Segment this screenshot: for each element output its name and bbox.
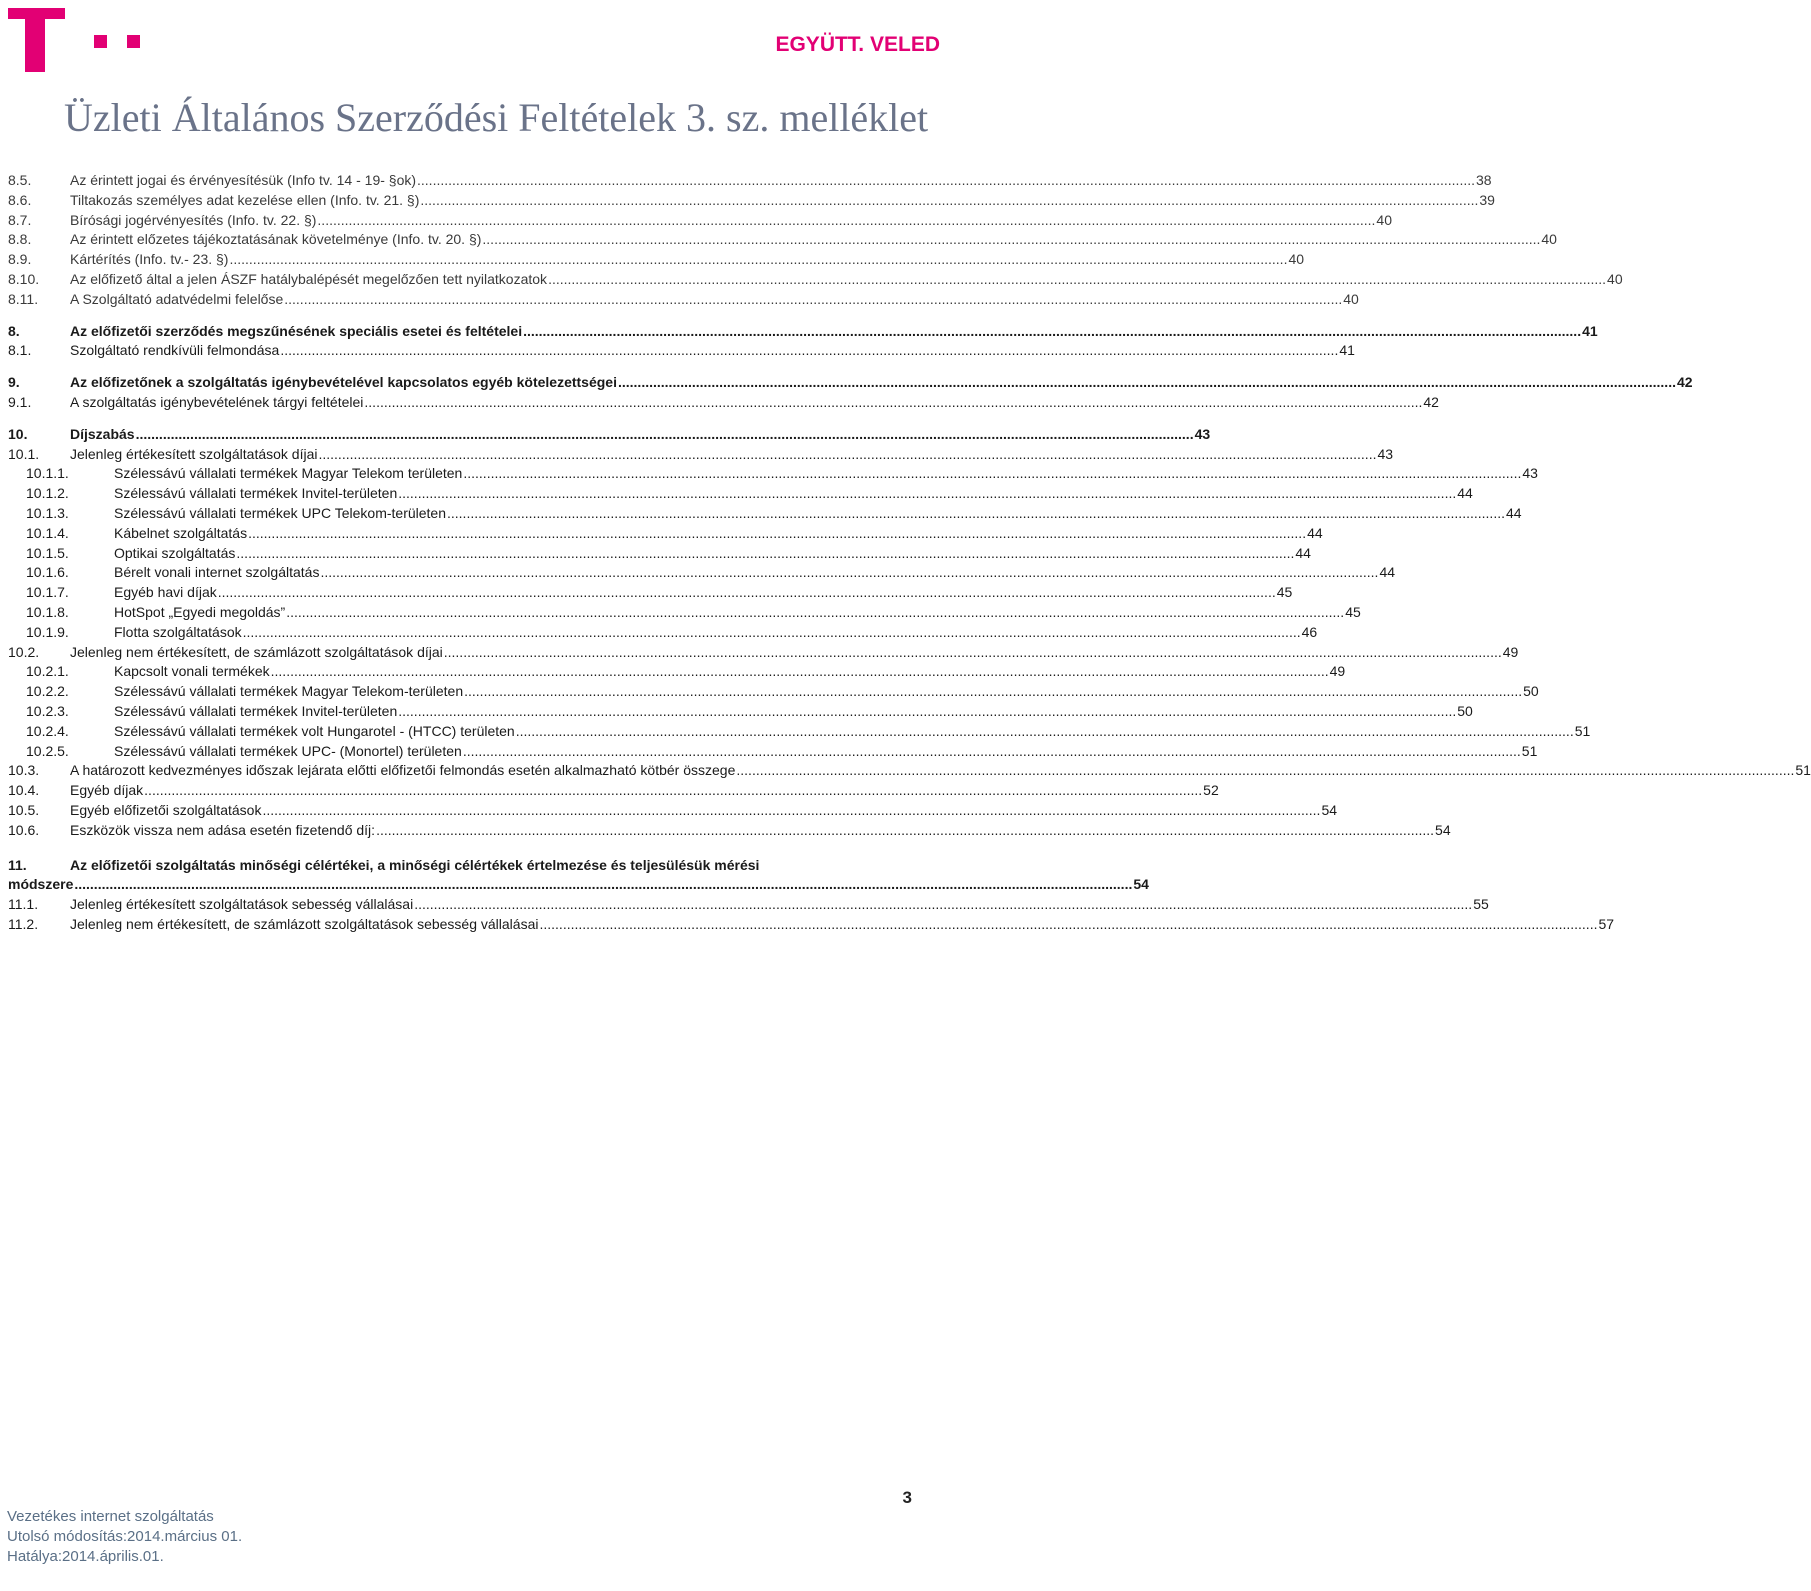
toc-page: 51 [1521,742,1538,759]
toc-label: Az érintett előzetes tájékoztatásának követelménye (Info. tv. 20. §) [70,231,482,248]
toc-entry[interactable] [8,544,1311,564]
toc-entry[interactable] [8,270,1623,290]
toc-label: Szélessávú vállalati termékek UPC- (Monortel) területen [114,742,462,759]
toc-leader-dots [516,722,1574,742]
toc-entry[interactable] [8,623,1318,643]
toc-number: 10.1.5. [26,544,69,561]
toc-leader-dots [417,171,1475,191]
toc-number: 8.6. [8,191,32,208]
toc-page: 51 [1574,722,1591,739]
toc-number: 10.4. [8,782,40,799]
toc-number: 10.2. [8,643,40,660]
toc-page: 54 [1133,876,1149,893]
toc-number: 10.1.2. [26,485,69,502]
toc-label: A Szolgáltató adatvédelmi felelőse [70,290,284,307]
toc-entry[interactable] [8,895,1489,915]
toc-entry[interactable] [8,821,1451,841]
toc-number: 8.9. [8,251,32,268]
toc-leader-dots [243,623,1301,643]
toc-page: 51 [1795,762,1811,779]
toc-label: Jelenleg értékesített szolgáltatások sebesség vállalásai [70,896,414,913]
toc-entry[interactable] [8,341,1355,361]
toc-tail-list [8,895,1615,935]
toc-number: 9. [8,374,20,391]
toc-label: Jelenleg értékesített szolgáltatások díjai [70,445,318,462]
toc-page: 44 [1295,544,1311,561]
footer [7,1507,242,1567]
toc-leader-dots [447,504,1505,524]
brand-tagline: EGYÜTT. VELED [775,33,940,56]
toc-label: Az előfizető által a jelen ÁSZF hatálybalépését megelőzően tett nyilatkozatok [70,270,548,287]
toc-leader-dots [464,682,1522,702]
footer-service: Vezetékes internet szolgáltatás [7,1508,214,1525]
toc-entry[interactable] [8,322,1598,342]
toc-page: 54 [1321,801,1338,818]
toc-leader-dots [74,875,1132,895]
toc-entry[interactable] [8,504,1522,524]
toc-entry[interactable] [8,643,1519,663]
toc-page: 39 [1479,191,1495,208]
toc-entry[interactable] [8,250,1305,270]
toc-label: Szolgáltató rendkívüli felmondása [70,342,280,359]
toc-number: 10.1.1. [26,465,69,482]
toc-page: 54 [1435,821,1451,838]
toc-label: Eszközök vissza nem adása esetén fizetendő díj: [70,821,376,838]
toc-number: 10.1.6. [26,564,69,581]
toc-leader-dots [414,895,1472,915]
toc-entry[interactable] [8,211,1392,231]
toc-page: 43 [1522,465,1538,482]
toc-label: Kábelnet szolgáltatás [114,524,248,541]
toc-entry[interactable] [8,742,1538,762]
toc-main-list [8,171,1811,841]
toc-leader-dots [398,484,1456,504]
toc-page: 40 [1607,270,1623,287]
document-title: Üzleti Általános Szerződési Feltételek 3. sz. melléklet [64,95,929,140]
toc-leader-dots [218,583,1276,603]
toc-label: Díjszabás [70,425,135,442]
toc-label: Szélessávú vállalati termékek Magyar Telekom területen [114,465,463,482]
toc-number: 10.1.9. [26,623,69,640]
toc-label: Egyéb havi díjak [114,584,217,601]
toc-number: 10.2.5. [26,742,69,759]
toc-leader-dots [420,191,1478,211]
footer-last-modified: Utolsó módosítás:2014.március 01. [7,1528,243,1545]
toc-page: 46 [1301,623,1318,640]
toc-entry[interactable] [8,761,1811,781]
toc-entry[interactable] [8,290,1359,310]
toc-page: 49 [1502,643,1519,660]
toc-label: Az előfizetőnek a szolgáltatás igénybevételével kapcsolatos egyéb kötelezettségei [70,374,617,391]
toc-label: Szélessávú vállalati termékek volt Hungarotel - (HTCC) területen [114,722,515,739]
toc-number: 9.1. [8,393,32,410]
toc-entry[interactable] [8,722,1591,742]
toc-entry[interactable] [8,191,1495,211]
toc-page: 55 [1473,896,1489,913]
toc-leader-dots [482,230,1540,250]
toc-entry[interactable] [8,373,1693,393]
toc-page: 44 [1457,485,1473,502]
toc-leader-dots [463,464,1521,484]
toc-number: 10.1.8. [26,603,69,620]
toc-label: HotSpot „Egyedi megoldás” [114,603,286,620]
telekom-logo [8,8,140,72]
logo-square-1 [94,35,107,48]
toc-label: Az érintett jogai és érvényesítésük (Info tv. 14 - 19- §ok) [70,172,417,188]
toc-entry[interactable] [8,464,1538,484]
toc-number: 8.11. [8,290,39,307]
toc-page: 44 [1307,524,1323,541]
toc-page: 43 [1377,445,1394,462]
toc-label: Tiltakozás személyes adat kezelése ellen (Info. tv. 21. §) [70,191,420,208]
toc-number: 10.1. [8,445,40,462]
toc-page: 50 [1523,683,1539,700]
logo-square-2 [127,35,140,48]
toc-leader-dots [736,761,1794,781]
toc-page: 40 [1541,231,1557,248]
toc-label: Az előfizetői szolgáltatás minőségi célértékei, a minőségi célértékek értelmezése és teljesülésük mérési [70,856,760,873]
toc-page: 38 [1476,172,1492,188]
toc-number: 11. [8,856,27,873]
toc-entry[interactable] [8,702,1473,722]
toc-label: Szélessávú vállalati termékek Invitel-területen [114,485,398,502]
toc-leader-dots [280,341,1338,361]
toc-leader-dots [271,662,1329,682]
toc-number: 10.1.7. [26,584,69,601]
toc-leader-dots [229,250,1287,270]
toc-number: 10.6. [8,821,40,838]
toc-entry[interactable] [8,801,1338,821]
toc-leader-dots [317,211,1375,231]
toc-leader-dots [286,603,1344,623]
toc-label: Bírósági jogérvényesítés (Info. tv. 22. §) [70,211,317,228]
toc-number: 10.1.3. [26,504,69,521]
toc-number: 8.7. [8,211,32,228]
toc-entry[interactable] [8,603,1361,623]
toc-number: 10.1.4. [26,524,69,541]
logo-t-stem [25,8,45,72]
toc-number: 11.1. [8,896,39,913]
toc-page: 41 [1582,322,1598,339]
toc-number: 8.5. [8,172,32,188]
toc-label-continued: módszere [8,876,74,893]
toc-leader-dots [248,524,1306,544]
toc-number: 8.10. [8,270,40,287]
toc-entry[interactable] [8,662,1346,682]
toc-leader-dots [364,393,1422,413]
toc-leader-dots [284,290,1342,310]
toc-entry[interactable] [8,563,1396,583]
toc-entry[interactable] [8,915,1615,935]
toc-leader-dots [144,781,1202,801]
toc-entry[interactable] [8,524,1323,544]
toc-leader-dots [236,544,1294,564]
toc-number: 10.2.1. [26,663,69,680]
toc-page: 41 [1339,342,1355,359]
toc-page: 40 [1288,251,1305,268]
toc-leader-dots [262,801,1320,821]
toc-page: 49 [1329,663,1346,680]
toc-entry[interactable] [8,781,1219,801]
toc-page: 40 [1343,290,1359,307]
toc-label: Jelenleg nem értékesített, de számlázott szolgáltatások díjai [70,643,443,660]
toc-leader-dots [318,445,1376,465]
footer-effective-date: Hatálya:2014.április.01. [7,1548,164,1565]
toc-entry[interactable] [8,230,1557,250]
toc-label: Szélessávú vállalati termékek UPC Telekom-területen [114,504,446,521]
toc-leader-dots [539,915,1597,935]
toc-page: 43 [1194,425,1211,442]
toc-page: 40 [1376,211,1392,228]
toc-leader-dots [444,643,1502,663]
toc-page: 42 [1423,393,1439,410]
toc-page: 50 [1457,702,1473,719]
toc-label: Egyéb előfizetői szolgáltatások [70,801,262,818]
toc-number: 10.5. [8,801,40,818]
toc-entry[interactable] [8,583,1293,603]
toc-page: 45 [1345,603,1361,620]
toc-label: Kártérítés (Info. tv.- 23. §) [70,251,229,268]
toc-entry[interactable] [8,393,1439,413]
toc-page: 42 [1676,374,1693,391]
table-of-contents [8,171,1811,935]
toc-page: 45 [1276,584,1293,601]
toc-label: Bérelt vonali internet szolgáltatás [114,564,320,581]
toc-label: Szélessávú vállalati termékek Invitel-területen [114,702,398,719]
toc-page: 57 [1598,915,1615,932]
page-number: 3 [902,1488,912,1507]
toc-label: A szolgáltatás igénybevételének tárgyi feltételei [70,393,364,410]
toc-label: Flotta szolgáltatások [114,623,242,640]
toc-page: 44 [1379,564,1396,581]
toc-label: Optikai szolgáltatás [114,544,236,561]
toc-label: Kapcsolt vonali termékek [114,663,270,680]
toc-number: 10.3. [8,762,40,779]
toc-label: Szélessávú vállalati termékek Magyar Telekom-területen [114,683,464,700]
toc-number: 10. [8,425,28,442]
toc-page: 52 [1203,782,1219,799]
toc-number: 8. [8,322,20,339]
toc-number: 8.1. [8,342,32,359]
toc-leader-dots [320,563,1378,583]
toc-number: 8.8. [8,231,32,248]
toc-label: Az előfizetői szerződés megszűnésének speciális esetei és feltételei [70,322,523,339]
toc-leader-dots [136,425,1194,445]
toc-entry[interactable] [8,682,1539,702]
toc-leader-dots [523,322,1581,342]
toc-number: 11.2. [8,915,39,932]
toc-number: 10.2.3. [26,702,69,719]
toc-leader-dots [618,373,1676,393]
toc-entry[interactable] [8,484,1473,504]
toc-label: A határozott kedvezményes időszak lejárata előtti előfizetői felmondás esetén alkalmazható kötbér összege [70,762,736,779]
toc-entry[interactable] [8,171,1492,191]
toc-leader-dots [376,821,1434,841]
toc-entry[interactable] [8,445,1394,465]
toc-number: 10.2.4. [26,722,69,739]
toc-leader-dots [463,742,1521,762]
toc-leader-dots [548,270,1606,290]
toc-label: Jelenleg nem értékesített, de számlázott szolgáltatások sebesség vállalásai [70,915,539,932]
toc-leader-dots [398,702,1456,722]
toc-entry[interactable] [8,425,1211,445]
toc-page: 44 [1505,504,1522,521]
toc-label: Egyéb díjak [70,782,144,799]
toc-entry-11[interactable] [8,856,1149,896]
toc-number: 10.2.2. [26,683,69,700]
